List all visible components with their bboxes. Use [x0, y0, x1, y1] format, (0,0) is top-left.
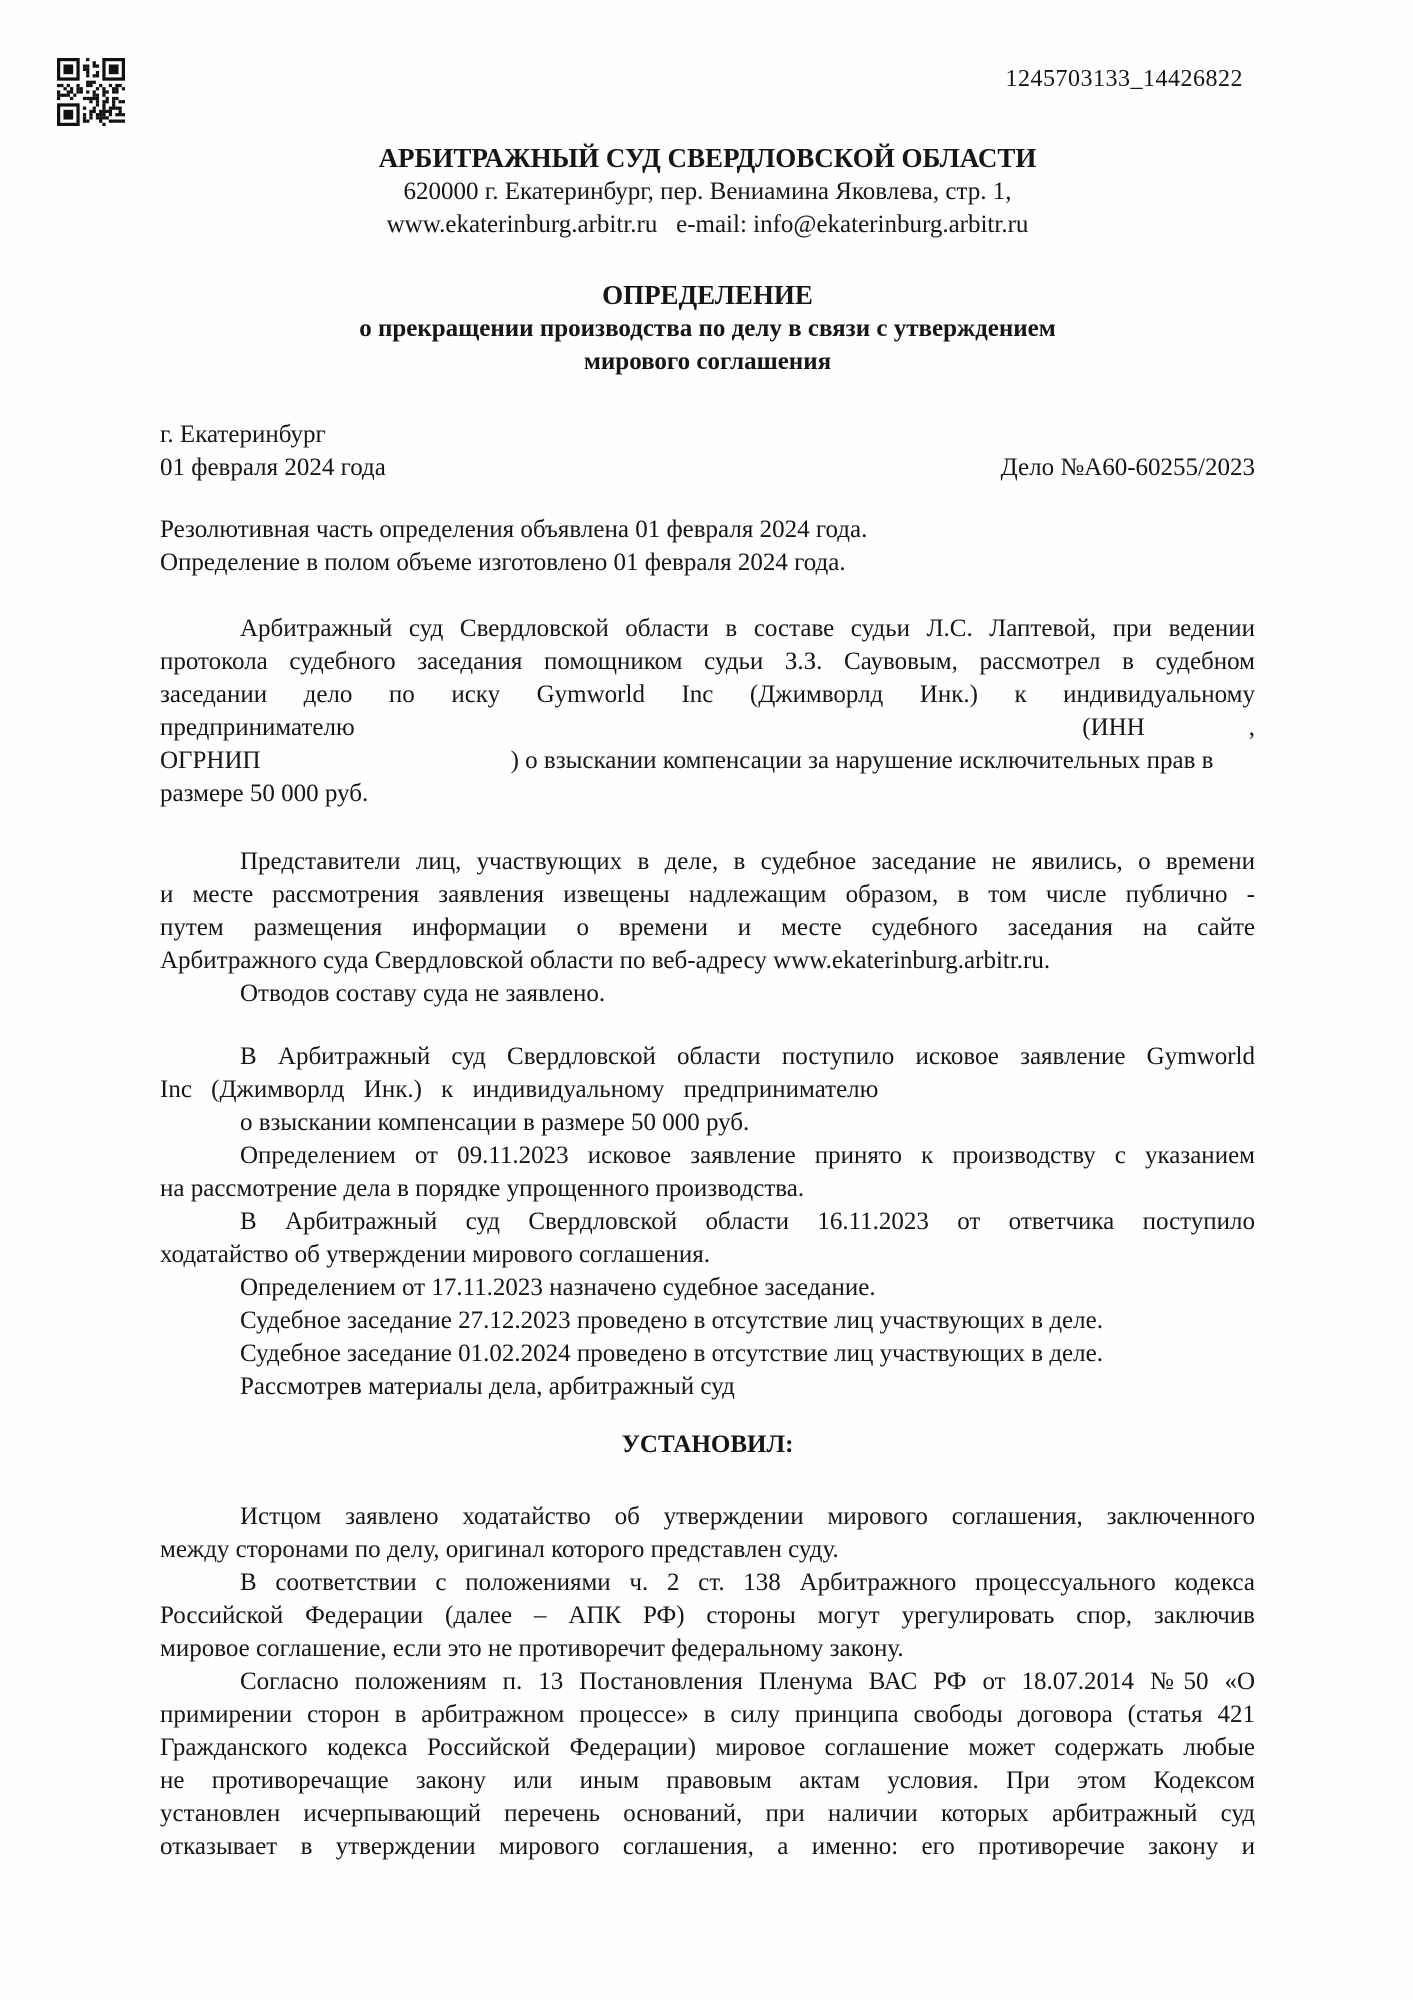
doc-text: предпринимателю: [160, 714, 355, 741]
doc-text: ,: [1248, 714, 1255, 741]
doc-line: Inc (Джимворлд Инк.) к индивидуальному предпринимателю: [160, 1076, 879, 1103]
doc-line: Отводов составу суда не заявлено.: [240, 980, 606, 1007]
paragraph-attendance: [160, 845, 1255, 1010]
date-case-row: [160, 451, 1255, 484]
doc-text: ОГРНИП: [160, 747, 261, 774]
paragraph-court-composition: [160, 612, 1255, 810]
doc-line: протокола судебного заседания помощником судьи З.З. Саувовым, рассмотрел в судебном: [160, 648, 1255, 675]
paragraph-findings: [160, 1500, 1255, 1863]
document-title-block: [160, 278, 1255, 378]
doc-line: Представители лиц, участвующих в деле, в судебное заседание не явились, о времени: [240, 848, 1255, 875]
doc-line: В Арбитражный суд Свердловской области 16.11.2023 от ответчика поступило: [240, 1208, 1255, 1235]
doc-line: Резолютивная часть определения объявлена 01 февраля 2024 года.: [160, 516, 868, 543]
section-heading-ustanovil: УСТАНОВИЛ:: [621, 1431, 794, 1458]
doc-line: Рассмотрев материалы дела, арбитражный суд: [240, 1373, 735, 1400]
doc-line: В Арбитражный суд Свердловской области поступило исковое заявление Gymworld: [240, 1043, 1255, 1070]
court-contacts: www.ekaterinburg.arbitr.ru e-mail: info@ekaterinburg.arbitr.ru: [386, 211, 1029, 238]
doc-line: заседании дело по иску Gymworld Inc (Джимворлд Инк.) к индивидуальному: [160, 681, 1255, 708]
doc-line: Судебное заседание 01.02.2024 проведено в отсутствие лиц участвующих в деле.: [240, 1340, 1103, 1367]
document-title: ОПРЕДЕЛЕНИЕ: [602, 280, 813, 310]
resolution-block: [160, 513, 1255, 579]
doc-text: ) о взыскании компенсации за нарушение исключительных прав в: [510, 747, 1214, 774]
court-address: 620000 г. Екатеринбург, пер. Вениамина Яковлева, стр. 1,: [403, 178, 1012, 205]
doc-line: установлен исчерпывающий перечень оснований, при наличии которых арбитражный суд: [160, 1800, 1255, 1827]
doc-line: и месте рассмотрения заявления извещены надлежащим образом, в том числе публично -: [160, 881, 1255, 908]
doc-line: не противоречащие закону или иным правовым актам условия. При этом Кодексом: [160, 1767, 1255, 1794]
doc-line: Согласно положениям п. 13 Постановления Пленума ВАС РФ от 18.07.2014 №50 «О: [240, 1668, 1255, 1695]
doc-line: Российской Федерации (далее – АПК РФ) стороны могут урегулировать спор, заключив: [160, 1602, 1255, 1629]
doc-line: отказывает в утверждении мирового соглашения, а именно: его противоречие закону и: [160, 1833, 1255, 1860]
doc-line: Арбитражный суд Свердловской области в составе судьи Л.С. Лаптевой, при ведении: [240, 615, 1255, 642]
document-subtitle-line-1: о прекращении производства по делу в связи с утверждением: [359, 315, 1056, 342]
doc-line: Определение в полом объеме изготовлено 01 февраля 2024 года.: [160, 549, 846, 576]
doc-text: (ИНН: [1082, 714, 1145, 741]
paragraph-case-history: [160, 1040, 1255, 1403]
doc-line-redacted: [160, 711, 1255, 744]
court-name: АРБИТРАЖНЫЙ СУД СВЕРДЛОВСКОЙ ОБЛАСТИ: [378, 143, 1037, 173]
doc-line-redacted: [160, 744, 1255, 777]
document-number: 1245703133_14426822: [1005, 66, 1243, 92]
doc-line: ходатайство об утверждении мирового соглашения.: [160, 1241, 710, 1268]
doc-line: Истцом заявлено ходатайство об утверждении мирового соглашения, заключенного: [240, 1503, 1255, 1530]
doc-line: путем размещения информации о времени и месте судебного заседания на сайте: [160, 914, 1255, 941]
doc-line: Гражданского кодекса Российской Федерации) мировое соглашение может содержать любые: [160, 1734, 1255, 1761]
court-header: [160, 142, 1255, 241]
document-subtitle-line-2: мирового соглашения: [583, 348, 832, 375]
decision-date: 01 февраля 2024 года: [160, 454, 386, 481]
doc-line: примирении сторон в арбитражном процессе» в силу принципа свободы договора (статья 421: [160, 1701, 1255, 1728]
case-number: Дело №А60-60255/2023: [1000, 454, 1255, 481]
doc-line: между сторонами по делу, оригинал которого представлен суду.: [160, 1536, 839, 1563]
place-line: [160, 418, 1255, 451]
doc-line: Арбитражного суда Свердловской области по веб-адресу www.ekaterinburg.arbitr.ru.: [160, 947, 1051, 974]
doc-line: размере 50 000 руб.: [160, 780, 369, 807]
doc-line: о взыскании компенсации в размере 50 000 руб.: [240, 1109, 750, 1136]
doc-line: Определением от 09.11.2023 исковое заявление принято к производству с указанием: [240, 1142, 1255, 1169]
doc-line: на рассмотрение дела в порядке упрощенного производства.: [160, 1175, 805, 1202]
qr-code-icon: [57, 58, 125, 126]
doc-line: Определением от 17.11.2023 назначено судебное заседание.: [240, 1274, 876, 1301]
doc-line: мировое соглашение, если это не противоречит федеральному закону.: [160, 1635, 904, 1662]
section-heading-block: [160, 1428, 1255, 1461]
doc-line: В соответствии с положениями ч. 2 ст. 138 Арбитражного процессуального кодекса: [240, 1569, 1255, 1596]
city-label: г. Екатеринбург: [160, 421, 326, 448]
doc-line: Судебное заседание 27.12.2023 проведено в отсутствие лиц участвующих в деле.: [240, 1307, 1103, 1334]
